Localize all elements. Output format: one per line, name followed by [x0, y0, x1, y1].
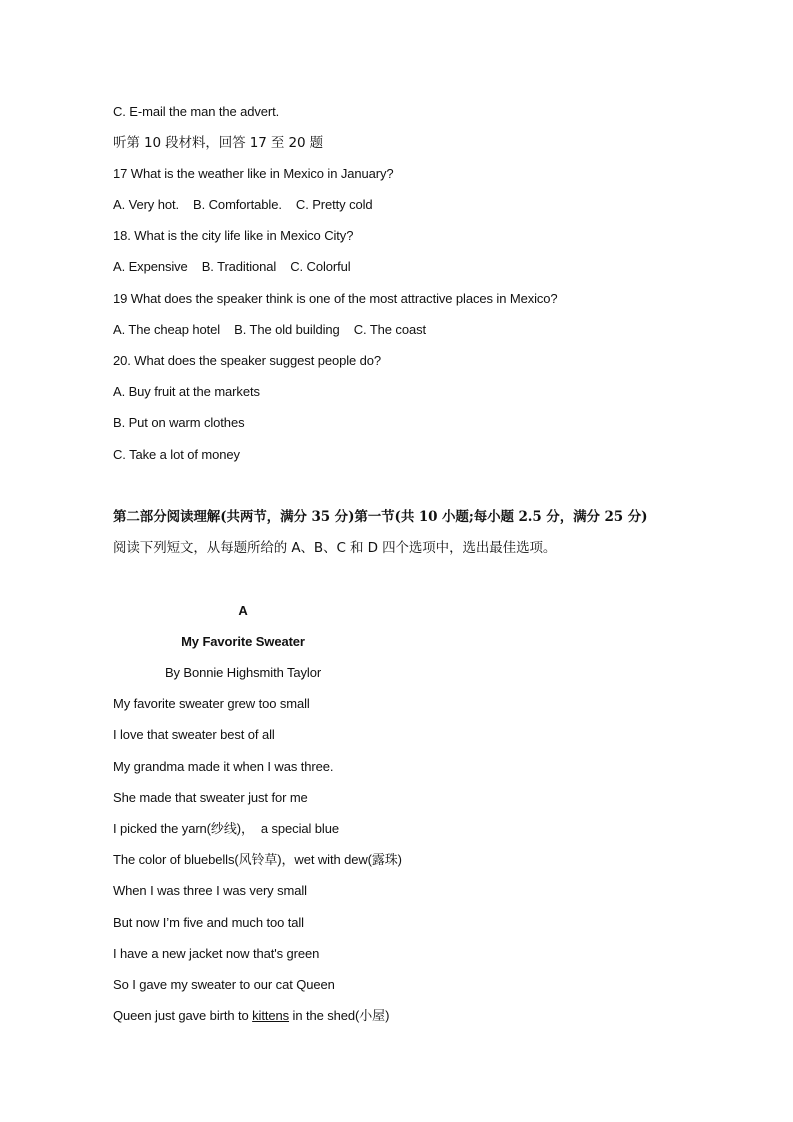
question-19: 19 What does the speaker think is one of the most attractive places in Mexico? [113, 291, 558, 306]
poem-line-7: When I was three I was very small [113, 883, 307, 898]
part-two-heading: 第二部分阅读理解(共两节，满分 35 分)第一节(共 10 小题;每小题 2.5 分，满分 25 分) [113, 509, 648, 525]
poem-line-1: My favorite sweater grew too small [113, 696, 310, 711]
question-18-options: A. Expensive B. Traditional C. Colorful [113, 259, 351, 274]
poem-line-4: She made that sweater just for me [113, 790, 308, 805]
question-20-option-a: A. Buy fruit at the markets [113, 384, 260, 399]
question-17-options: A. Very hot. B. Comfortable. C. Pretty cold [113, 197, 373, 212]
poem-line-6: The color of bluebells(风铃草)，wet with dew(露珠) [113, 852, 402, 867]
poem-line-11 [113, 1007, 389, 1025]
question-18: 18. What is the city life like in Mexico City? [113, 228, 354, 243]
poem-line-11-start: Queen just gave birth to [113, 1008, 253, 1023]
question-20-option-b: B. Put on warm clothes [113, 415, 245, 430]
poem-line-10: So I gave my sweater to our cat Queen [113, 977, 335, 992]
poem-line-3: My grandma made it when I was three. [113, 759, 334, 774]
poem-line-9: I have a new jacket now that's green [113, 946, 320, 961]
section-instruction-10: 听第 10 段材料，回答 17 至 20 题 [113, 135, 324, 151]
poem-line-2: I love that sweater best of all [113, 727, 275, 742]
question-20: 20. What does the speaker suggest people do? [113, 353, 382, 368]
question-17: 17 What is the weather like in Mexico in January? [113, 166, 394, 181]
option-c-email-advert: C. E-mail the man the advert. [113, 104, 280, 119]
question-19-options: A. The cheap hotel B. The old building C. The coast [113, 322, 426, 337]
poem-line-8: But now I’m five and much too tall [113, 915, 304, 930]
underlined-word-kittens: kittens [252, 1008, 290, 1023]
poem-line-11-end: in the shed(小屋) [289, 1008, 390, 1023]
poem-author: By Bonnie Highsmith Taylor [164, 665, 322, 680]
poem-title: My Favorite Sweater [181, 634, 305, 649]
question-20-option-c: C. Take a lot of money [113, 447, 240, 462]
reading-instruction: 阅读下列短文，从每题所给的 A、B、C 和 D 四个选项中，选出最佳选项。 [113, 540, 557, 556]
passage-label: A [238, 603, 248, 618]
poem-line-5: I picked the yarn(纱线)， a special blue [113, 821, 339, 836]
